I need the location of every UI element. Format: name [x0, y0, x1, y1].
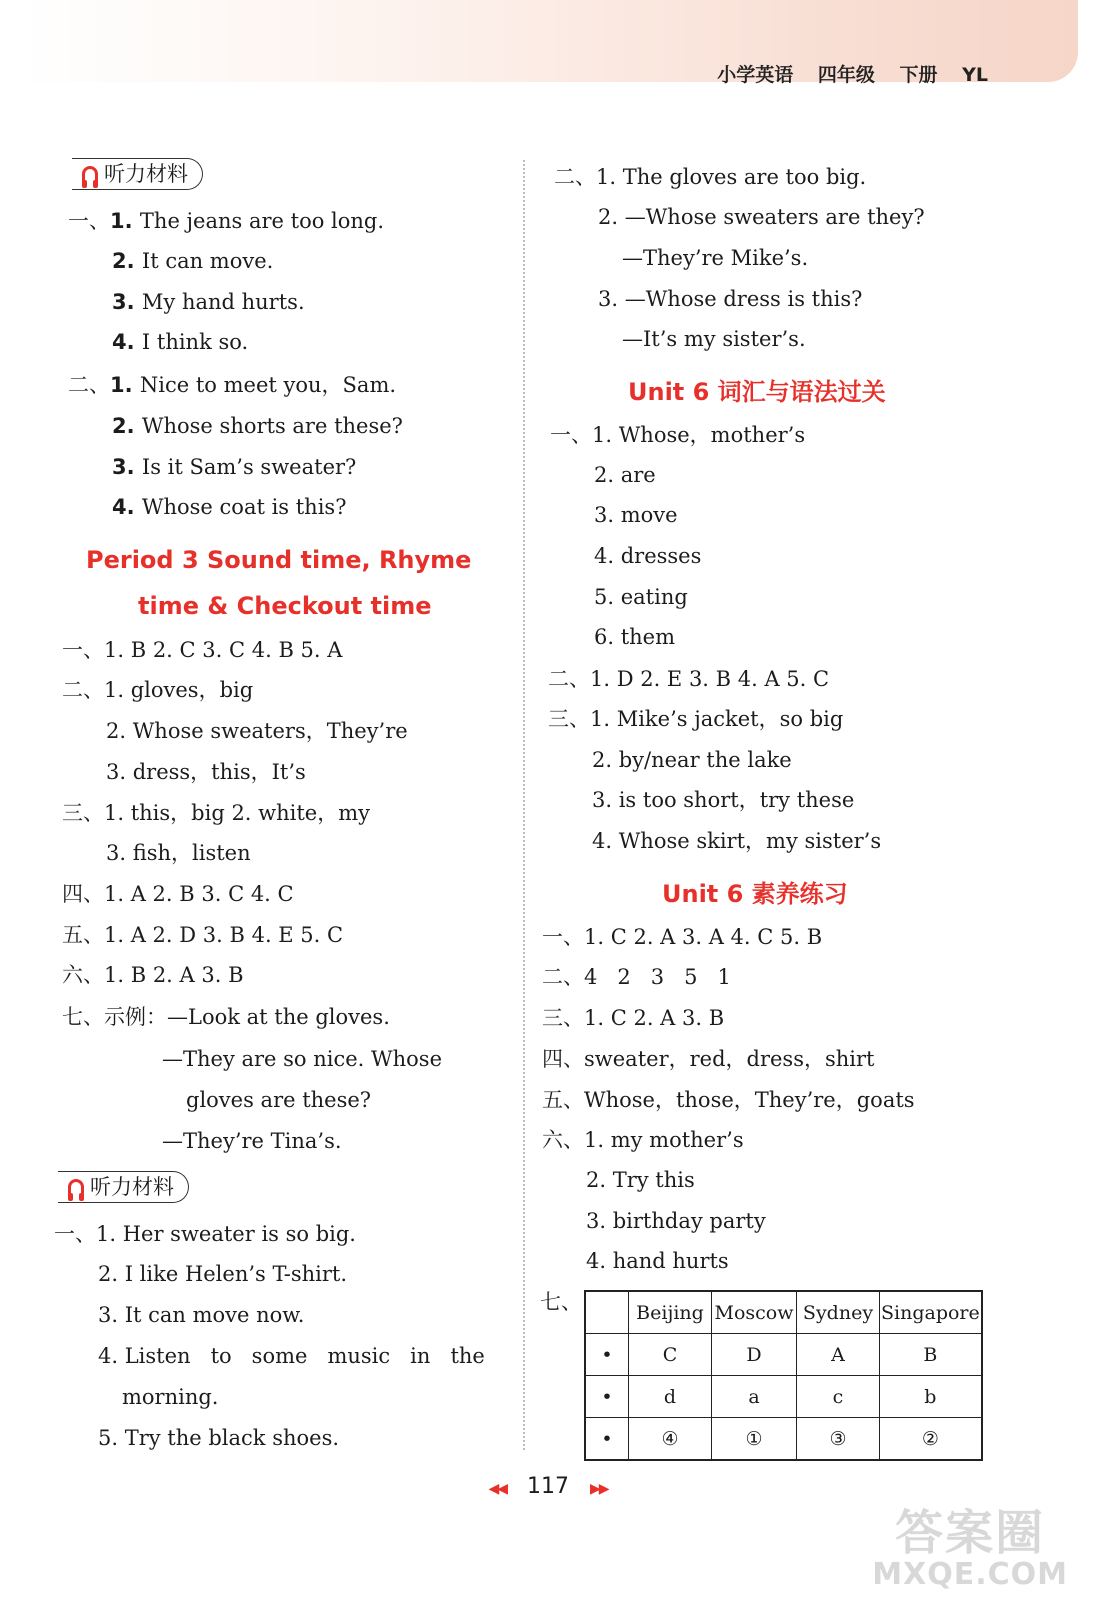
listen-s2-item2: 2. Whose shorts are these? — [112, 414, 403, 438]
answer-line: 2. by/near the lake — [592, 748, 792, 772]
column-divider — [523, 160, 525, 1450]
listen-s1-item1: 一、1. The jeans are too long. — [68, 209, 385, 233]
table-cell: b — [880, 1376, 982, 1418]
answer-line: 2. Whose sweaters，They’re — [106, 719, 408, 743]
unit6-practice-title: Unit 6 素养练习 — [662, 880, 848, 908]
table-cell: c — [797, 1376, 880, 1418]
answer-line: 三、1. C 2. A 3. B — [542, 1006, 725, 1030]
answer-line: 二、4 2 3 5 1 — [542, 965, 731, 989]
answer-line: 四、1. A 2. B 3. C 4. C — [62, 882, 294, 906]
page-number: 117 — [527, 1474, 569, 1499]
watermark — [872, 1505, 1068, 1592]
listen-s2-item4: 4. Whose coat is this? — [112, 495, 347, 519]
answer-line: 4. dresses — [594, 544, 702, 568]
answer-line: 七、 — [540, 1290, 582, 1314]
subject: 小学英语 — [717, 64, 794, 86]
answer-line: 六、1. my mother’s — [542, 1128, 744, 1152]
table-cell: ① — [712, 1418, 797, 1461]
answer-line: 四、sweater，red，dress，shirt — [542, 1047, 875, 1071]
listen-s2-item1: 二、1. Nice to meet you，Sam. — [68, 373, 397, 397]
table-cell: D — [712, 1334, 797, 1376]
table-cell: a — [712, 1376, 797, 1418]
period-title-line1: Period 3 Sound time, Rhyme — [86, 546, 472, 574]
table-header-cell — [585, 1291, 629, 1334]
watermark-line1: 答案圈 — [895, 1505, 1046, 1562]
listen-s1-item2: 2. It can move. — [112, 249, 274, 273]
grade: 四年级 — [817, 64, 875, 86]
listen-line: morning. — [122, 1385, 219, 1409]
book-info — [701, 60, 988, 87]
listen-s2-item3: 3. Is it Sam’s sweater? — [112, 455, 357, 479]
answer-line: 6. them — [594, 625, 676, 649]
table-cell: • — [585, 1334, 629, 1376]
table-cell: C — [629, 1334, 712, 1376]
answer-line: 3. dress，this，It’s — [106, 760, 306, 784]
answer-line: 一、1. B 2. C 3. C 4. B 5. A — [62, 638, 343, 662]
answer-line: 二、1. gloves，big — [62, 678, 254, 702]
answer-line: —They are so nice. Whose — [162, 1047, 442, 1071]
table-header-cell: Singapore — [880, 1291, 982, 1334]
table-cell: d — [629, 1376, 712, 1418]
period-title-line2: time & Checkout time — [138, 592, 432, 620]
page-footer — [0, 1474, 1096, 1499]
table-header-cell: Beijing — [629, 1291, 712, 1334]
prev-arrow-icon: ◀◀ — [488, 1481, 506, 1497]
listen-line: 4. Listen to some music in the — [98, 1344, 485, 1368]
table-header-cell: Moscow — [712, 1291, 797, 1334]
answer-line: 三、1. this，big 2. white，my — [62, 801, 371, 825]
answer-line: 3. fish，listen — [106, 841, 251, 865]
answer-line: 4. Whose skirt，my sister’s — [592, 829, 882, 853]
listen-line: 5. Try the black shoes. — [98, 1426, 340, 1450]
answer-line: 2. are — [594, 463, 656, 487]
next-arrow-icon: ▶▶ — [590, 1481, 608, 1497]
answer-line: 五、1. A 2. D 3. B 4. E 5. C — [62, 923, 344, 947]
answer-line: —They’re Tina’s. — [162, 1129, 342, 1153]
answer-line: 5. eating — [594, 585, 688, 609]
headphone-icon — [68, 1179, 84, 1195]
listen-line: 3. —Whose dress is this? — [598, 287, 863, 311]
answer-line: 五、Whose，those，They’re，goats — [542, 1088, 915, 1112]
unit6-vocab-title: Unit 6 词汇与语法过关 — [628, 378, 886, 406]
table-cell: • — [585, 1418, 629, 1461]
answer-line: 六、1. B 2. A 3. B — [62, 963, 244, 987]
table-header-row — [585, 1291, 982, 1334]
listen-line: 二、1. The gloves are too big. — [554, 165, 867, 189]
listen-line: —They’re Mike’s. — [622, 246, 809, 270]
watermark-line2: MXQE.COM — [872, 1556, 1068, 1592]
answer-line: 三、1. Mike’s jacket，so big — [548, 707, 844, 731]
table-cell: ④ — [629, 1418, 712, 1461]
table-cell: ② — [880, 1418, 982, 1461]
table-cell: ③ — [797, 1418, 880, 1461]
table-row — [585, 1376, 982, 1418]
answer-line: 二、1. D 2. E 3. B 4. A 5. C — [548, 667, 830, 691]
answer-line: 一、1. Whose，mother’s — [550, 423, 806, 447]
listen-line: 一、1. Her sweater is so big. — [54, 1222, 356, 1246]
listening-material-label: 听力材料 — [90, 1175, 174, 1199]
table-cell: • — [585, 1376, 629, 1418]
answer-line: gloves are these? — [186, 1088, 372, 1112]
answer-line: 3. is too short，try these — [592, 788, 855, 812]
listening-material-tag — [72, 158, 203, 190]
answer-line: 3. move — [594, 503, 678, 527]
answer-line: 一、1. C 2. A 3. A 4. C 5. B — [542, 925, 823, 949]
listen-line: —It’s my sister’s. — [622, 327, 806, 351]
table-row — [585, 1334, 982, 1376]
table-row — [585, 1418, 982, 1461]
listening-material-tag — [58, 1171, 189, 1203]
listen-line: 3. It can move now. — [98, 1303, 305, 1327]
answer-line: 七、示例：—Look at the gloves. — [62, 1005, 390, 1029]
listen-line: 2. I like Helen’s T-shirt. — [98, 1262, 348, 1286]
city-matching-table — [584, 1290, 983, 1461]
answer-line: 2. Try this — [586, 1168, 695, 1192]
listening-material-label: 听力材料 — [104, 162, 188, 186]
volume: 下册 — [899, 64, 938, 86]
answer-line: 4. hand hurts — [586, 1249, 729, 1273]
listen-line: 2. —Whose sweaters are they? — [598, 205, 925, 229]
table-header-cell: Sydney — [797, 1291, 880, 1334]
answer-line: 3. birthday party — [586, 1209, 766, 1233]
table-cell: B — [880, 1334, 982, 1376]
headphone-icon — [82, 166, 98, 182]
table-cell: A — [797, 1334, 880, 1376]
listen-s1-item3: 3. My hand hurts. — [112, 290, 305, 314]
listen-s1-item4: 4. I think so. — [112, 330, 249, 354]
edition: YL — [962, 64, 988, 86]
